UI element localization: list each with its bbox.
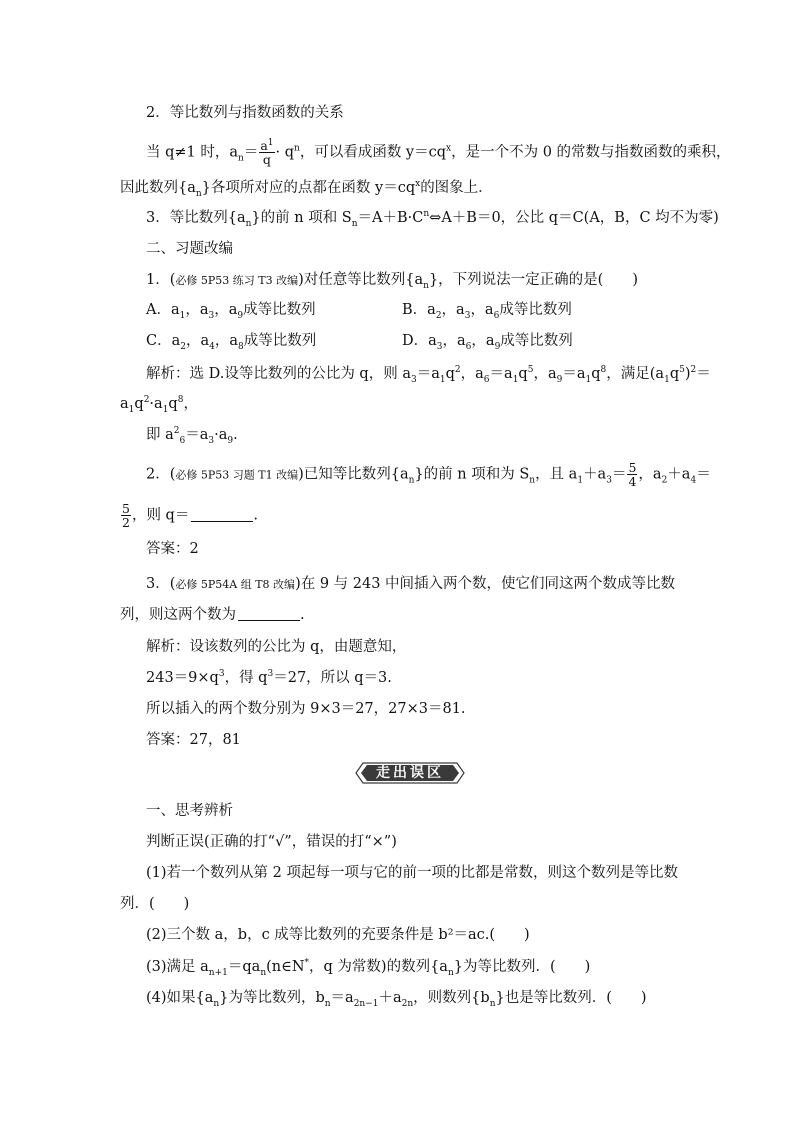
solution-line: 所以插入的两个数分别为 9×3＝27，27×3＝81. — [146, 701, 466, 717]
answer-blank — [238, 606, 300, 621]
option-a: A．$a_1$，$a_3$，$a_9$成等比数列 — [146, 302, 316, 321]
paragraph: 因此数列$\{a_n\}$各项所对应的点都在函数 $y=cq^x$的图象上． — [120, 179, 493, 199]
part-title: 一、思考辨析 — [146, 803, 233, 819]
section-title: 2．等比数列与指数函数的关系 — [146, 105, 344, 121]
solution: 解析：设该数列的公比为 q，由题意知， — [146, 639, 407, 655]
statement: (4)如果$\{a_n\}$为等比数列，$b_n=a_{2n-1}+a_{2n}$，则数列$\{b_n\}$也是等比数列．( ) — [146, 990, 647, 1009]
question: 3．(必修 5P54A 组 T8 改编)在 9 与 243 中间插入两个数，使它们同这两个数成等比数 — [146, 576, 676, 592]
statement: (3)满足 $a_{n+1}=qa_n(n\in N^*$，q 为常数)的数列$\{a_n\}$为等比数列．( ) — [146, 958, 591, 978]
statement: (2)三个数 a，b，c 成等比数列的充要条件是 b²＝ac.( ) — [146, 927, 530, 943]
fraction: $\frac{a^1}{q}$ — [260, 137, 274, 167]
statement: (1)若一个数列从第 2 项起每一项与它的前一项的比都是常数，则这个数列是等比数 — [146, 865, 678, 881]
part-title: 二、习题改编 — [146, 241, 233, 257]
option-d: D．$a_3$，$a_6$，$a_9$成等比数列 — [402, 333, 573, 352]
paragraph: 当 q≠1 时，$a_n=$ $\frac{a^1}{q}$ · $q^n$，可以看成函数 $y=cq^x$，是一个不为 0 的常数与指数函数的乘积， — [146, 137, 731, 167]
fraction: $\frac{5}{2}$ — [122, 501, 130, 530]
statement-line: 列．( ) — [120, 896, 190, 912]
options-row — [146, 331, 706, 351]
question: 2．(必修 5P53 习题 T1 改编)已知等比数列$\{a_n\}$的前 n 项和为 $S_n$，且 $a_1+a_3=$ $\frac{5}{4}$ ，$a_2+a_4=$ — [146, 460, 711, 489]
solution-line: $243=9\times q^3$，得 $q^3=27$，所以 q＝3. — [146, 669, 392, 686]
solution-line: $a_1q^2\cdot a_1q^8$， — [120, 395, 198, 415]
question: 1．(必修 5P53 练习 T3 改编)对任意等比数列$\{a_n\}$，下列说法一定正确的是( ) — [146, 272, 638, 291]
banner-title: 走出误区 — [376, 765, 444, 781]
option-b: B．$a_2$，$a_3$，$a_6$成等比数列 — [402, 302, 572, 321]
question-line: 列，则这两个数为 . — [120, 607, 305, 623]
answer-blank — [191, 507, 253, 522]
section-banner — [355, 762, 465, 784]
question-line: $\frac{5}{2}$ ，则 q＝ . — [122, 501, 258, 530]
solution: 解析：选 D.设等比数列的公比为 q，则 $a_3=a_1q^2$，$a_6=a_1q^5$，$a_9=a_1q^8$，满足$(a_1q^5)^2=$ — [146, 365, 711, 385]
fraction: $\frac{5}{4}$ — [628, 460, 637, 489]
options-row — [146, 300, 706, 320]
answer: 答案：2 — [146, 541, 199, 557]
instruction: 判断正误(正确的打“√”，错误的打“×”) — [146, 834, 397, 850]
solution-line: 即 $a^2_6=a_3\cdot a_9$. — [146, 426, 238, 446]
paragraph: 3．等比数列$\{a_n\}$的前 n 项和 $S_n=A+B\cdot C^n\Leftrightarrow A+B=0$，公比 q＝C(A，B，C 均不为零) — [146, 209, 719, 229]
answer: 答案：27，81 — [146, 732, 241, 748]
option-c: C．$a_2$，$a_4$，$a_8$成等比数列 — [146, 333, 317, 352]
